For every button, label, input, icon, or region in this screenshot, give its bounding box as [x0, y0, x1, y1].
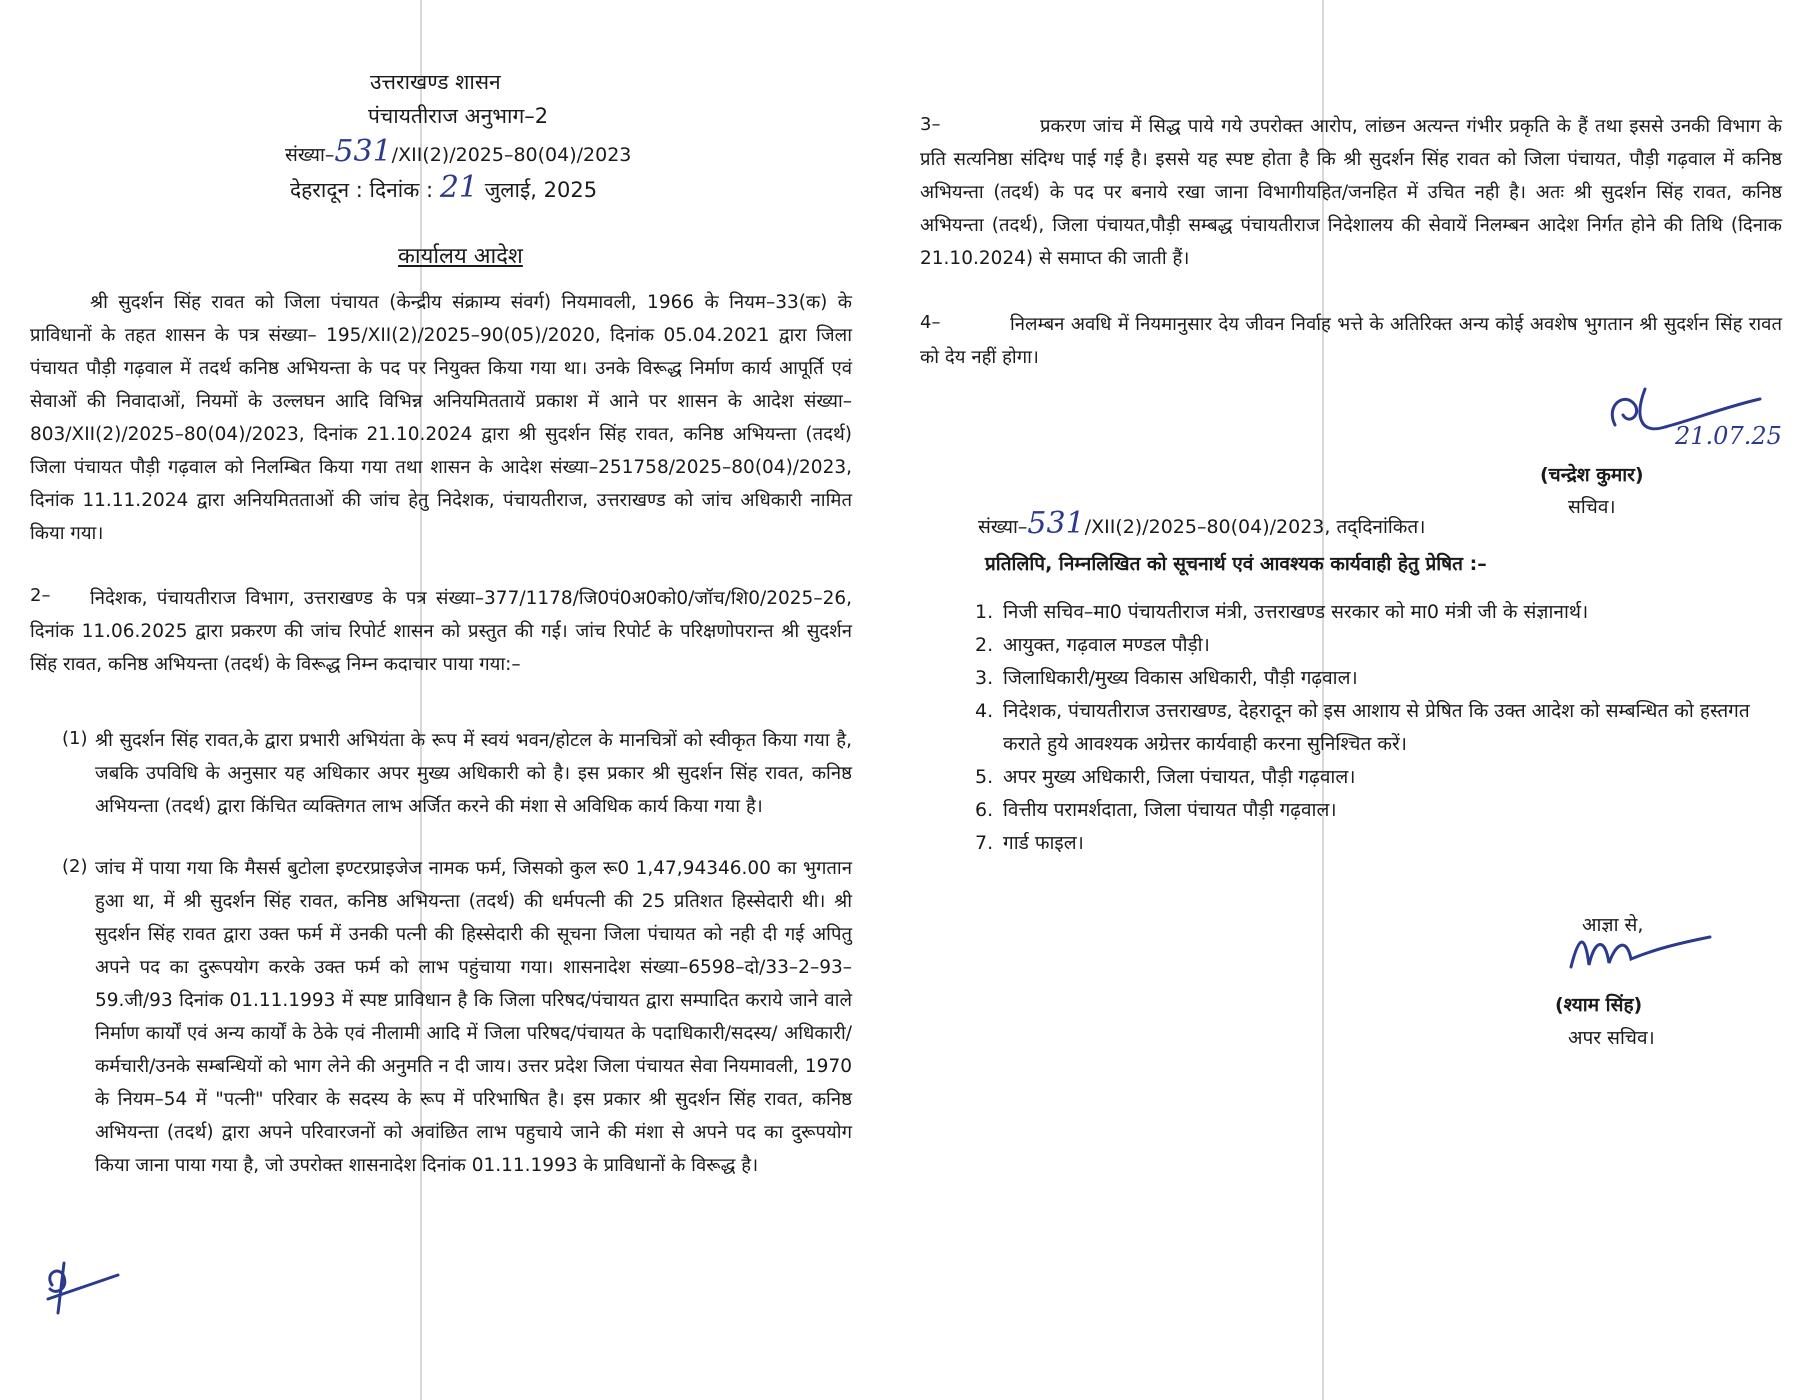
subpoint-1: श्री सुदर्शन सिंह रावत,के द्वारा प्रभारी अभियंता के रूप में स्वयं भवन/होटल के मानचित्रों को स्वीकृत किया गया है, जबकि उपविधि के अनुसार यह अधिकार अपर मुख्य अधिकारी को है। इस प्रकार श्री सुदर्शन सिंह रावत, कनिष्ठ अभियन्ता (तदर्थ) द्वारा किंचित व्यक्तिगत लाभ अर्जित करने की मंशा से अविधिक कार्य किया गया है।: [95, 730, 852, 817]
signatory-name: (चन्द्रेश कुमार): [1540, 464, 1644, 486]
signatory-2-name: (श्याम सिंह): [1555, 994, 1643, 1016]
signatory-2-designation: अपर सचिव।: [1568, 1027, 1655, 1049]
section-name: पंचायतीराज अनुभाग–2: [368, 104, 549, 128]
copy-heading: प्रतिलिपि, निम्नलिखित को सूचनार्थ एवं आवश्यक कार्यवाही हेतु प्रेषित :–: [985, 553, 1487, 575]
subpoint-2-number: (2): [62, 856, 88, 877]
handwritten-number: 531: [334, 134, 392, 169]
copy-recipients-list: [975, 596, 1783, 860]
paragraph-2: निदेशक, पंचायतीराज विभाग, उत्तराखण्ड के पत्र संख्या–377/1178/जि0पं0अ0को0/जॉच/शि0/2025–26, दिनांक 11.06.2025 द्वारा प्रकरण की जांच रिपोर्ट शासन को प्रस्तुत की गई। जांच रिपोर्ट के परिक्षणोपरान्त श्री सुदर्शन सिंह रावत, कनिष्ठ अभियन्ता (तदर्थ) के विरूद्ध निम्न कदाचार पाया गया:–: [30, 588, 852, 675]
letter-number: संख्या–531/XII(2)/2025–80(04)/2023: [285, 134, 632, 169]
handwritten-date-day: 21: [439, 170, 478, 205]
page-title: कार्यालय आदेश: [398, 244, 523, 269]
by-order-label: आज्ञा से,: [1582, 914, 1644, 936]
subpoint-1-number: (1): [62, 728, 88, 749]
list-item: 7. गार्ड फाइल।: [975, 832, 1084, 854]
signature-handwritten-date: 21.07.25: [1675, 422, 1782, 450]
list-item: 4. निदेशक, पंचायतीराज उत्तराखण्ड, देहरादून को इस आशाय से प्रेषित कि उक्त आदेश को सम्बन्धित को हस्तगत कराते हुये आवश्यक अग्रेत्तर कार्यवाही करना सुनिश्चित करें।: [975, 700, 1750, 755]
paragraph-4-number: 4–: [920, 312, 941, 333]
signatory-designation: सचिव।: [1568, 496, 1616, 518]
paragraph-3-number: 3–: [920, 114, 941, 135]
subpoint-2: जांच में पाया गया कि मैसर्स बुटोला इण्टरप्राइजेज नामक फर्म, जिसको कुल रू0 1,47,94346.00 का भुगतान हुआ था, में श्री सुदर्शन सिंह रावत, कनिष्ठ अभियन्ता (तदर्थ) की धर्मपत्नी की 25 प्रतिशत हिस्सेदारी थी। श्री सुदर्शन सिंह रावत द्वारा उक्त फर्म में उनकी पत्नी की हिस्सेदारी की सूचना जिला पंचायत को नही दी गई अपितु अपने पद का दुरूपयोग करके उक्त फर्म को लाभ पहुंचाया गया। शासनादेश संख्या–6598–दो/33–2–93–59.जी/93 दिनांक 01.11.1993 में स्पष्ट प्राविधान है कि जिला परिषद/पंचायत द्वारा सम्पादित कराये जाने वाले निर्माण कार्यों एवं अन्य कार्यों के ठेके एवं नीलामी आदि में जिला परिषद/पंचायत के पदाधिकारी/सदस्य/ अधिकारी/कर्मचारी/उनके सम्बन्धियों को भाग लेने की अनुमति न दी जाय। उत्तर प्रदेश जिला पंचायत सेवा नियमावली, 1970 के नियम–54 में "पत्नी" परिवार के सदस्य के रूप में परिभाषित है। इस प्रकार श्री सुदर्शन सिंह रावत, कनिष्ठ अभियन्ता (तदर्थ) द्वारा अपने परिवारजनों को अवांछित लाभ पहुचाये जाने की मंशा से अपने पद का दुरूपयोग किया जाना पाया गया है, जो उपरोक्त शासनादेश दिनांक 01.11.1993 के प्राविधानों के विरूद्ध है।: [95, 858, 852, 1176]
list-item: 5. अपर मुख्य अधिकारी, जिला पंचायत, पौड़ी गढ़वाल।: [975, 766, 1356, 788]
list-item: 1. निजी सचिव–मा0 पंचायतीराज मंत्री, उत्तराखण्ड सरकार को मा0 मंत्री जी के संज्ञानार्थ।: [975, 601, 1589, 623]
signature-additional-secretary: [1565, 925, 1715, 975]
letter-date: देहरादून : दिनांक : 21 जुलाई, 2025: [290, 170, 598, 205]
paragraph-4: निलम्बन अवधि में नियमानुसार देय जीवन निर्वाह भत्ते के अतिरिक्त अन्य कोई अवशेष भुगतान श्री सुदर्शन सिंह रावत को देय नहीं होगा।: [920, 314, 1782, 368]
paragraph-3: प्रकरण जांच में सिद्ध पाये गये उपरोक्त आरोप, लांछन अत्यन्त गंभीर प्रकृति के हैं तथा इससे उनकी विभाग के प्रति सत्यनिष्ठा संदिग्ध पाई गई है। इससे यह स्पष्ट होता है कि श्री सुदर्शन सिंह रावत को जिला पंचायत, पौड़ी गढ़वाल में कनिष्ठ अभियन्ता (तदर्थ) के पद पर बनाये रखा जाना विभागीयहित/जनहित में उचित नही है। अतः श्री सुदर्शन सिंह रावत, कनिष्ठ अभियन्ता (तदर्थ), जिला पंचायत,पौड़ी सम्बद्ध पंचायतीराज निदेशालय की सेवायें निलम्बन आदेश निर्गत होने की तिथि (दिनाक 21.10.2024) से समाप्त की जाती हैं।: [920, 116, 1782, 269]
paragraph-2-number: 2–: [30, 585, 51, 606]
copy-number: संख्या–531/XII(2)/2025–80(04)/2023, तद्‌दिनांकित।: [978, 506, 1426, 541]
list-item: 6. वित्तीय परामर्शदाता, जिला पंचायत पौड़ी गढ़वाल।: [975, 799, 1337, 821]
paragraph-1: श्री सुदर्शन सिंह रावत को जिला पंचायत (केन्द्रीय संक्राम्य संवर्ग) नियमावली, 1966 के नियम–33(क) के प्राविधानों के तहत शासन के पत्र संख्या– 195/XII(2)/2025–90(05)/2020, दिनांक 05.04.2021 द्वारा जिला पंचायत पौड़ी गढ़वाल में तदर्थ कनिष्ठ अभियन्ता के पद पर नियुक्त किया गया था। उनके विरूद्ध निर्माण कार्य आपूर्ति एवं सेवाओं की निवादाओं, नियमों के उल्लघन आदि विभिन्न अनियमिततायें प्रकाश में आने पर शासन के आदेश संख्या–803/XII(2)/2025–80(04)/2023, दिनांक 21.10.2024 द्वारा श्री सुदर्शन सिंह रावत, कनिष्ठ अभियन्ता (तदर्थ) जिला पंचायत पौड़ी गढ़वाल को निलम्बित किया गया तथा शासन के आदेश संख्या–251758/2025–80(04)/2023, दिनांक 11.11.2024 द्वारा अनियमितताओं की जांच हेतु निदेशक, पंचायतीराज, उत्तराखण्ड को जांच अधिकारी नामित किया गया।: [30, 292, 852, 544]
list-item: 3. जिलाधिकारी/मुख्य विकास अधिकारी, पौड़ी गढ़वाल।: [975, 667, 1358, 689]
copy-handwritten-number: 531: [1027, 506, 1085, 541]
right-page: [900, 0, 1800, 1400]
initials-signature-left: [38, 1255, 128, 1315]
list-item: 2. आयुक्त, गढ़वाल मण्डल पौड़ी।: [975, 634, 1210, 656]
government-name: उत्तराखण्ड शासन: [370, 70, 501, 94]
